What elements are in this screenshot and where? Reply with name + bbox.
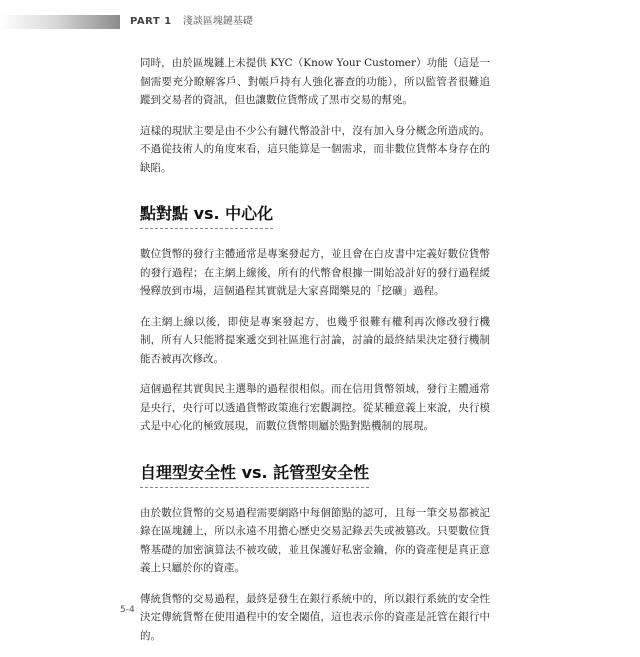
body-paragraph: 傳統貨幣的交易過程，最終是發生在銀行系統中的，所以銀行系統的安全性決定傳統貨幣在使用過程中的安全閾值，這也表示你的資產是託管在銀行中的。 [140,592,490,642]
header-chapter-title: 淺談區塊鏈基礎 [182,16,253,27]
body-paragraph: 數位貨幣的發行主體通常是專案發起方，並且會在白皮書中定義好數位貨幣的發行過程；在主網上線後，所有的代幣會根據一開始設計好的發行過程緩慢釋放到市場，這個過程其實就是大家喜聞樂見的「挖礦」過程。 [140,248,490,297]
page-body [140,54,490,657]
page-number: 5-4 [120,605,135,615]
body-paragraph: 同時，由於區塊鏈上未提供 KYC（Know Your Customer）功能（這是一個需要充分瞭解客戶、對帳戶持有人強化審查的功能），所以監管者很難追蹤到交易者的資訊，但也讓數位貨幣成了黑市交易的幫兇。 [140,57,490,106]
body-paragraph: 在主網上線以後，即使是專案發起方，也幾乎很難有權利再次修改發行機制，所有人只能將提案遞交到社區進行討論，討論的最終結果決定發行機制能否被再次修改。 [140,315,490,365]
running-header [130,14,253,30]
header-decoration-bar [0,15,120,29]
body-paragraph: 這個過程其實與民主選舉的過程很相似。而在信用貨幣領域，發行主體通常是央行，央行可以透過貨幣政策進行宏觀調控。從某種意義上來說，央行模式是中心化的極致展現，而數位貨幣則屬於點對點機制的展現。 [140,383,490,432]
body-paragraph: 由於數位貨幣的交易過程需要網路中每個節點的認可，且每一筆交易都被記錄在區塊鏈上，所以永遠不用擔心歷史交易記錄丟失或被篡改。只要數位貨幣基礎的加密演算法不被攻破，並且保護好私密金鑰，你的資產便是真正意義上只屬於你的資產。 [140,506,490,574]
header-part-label: PART 1 [130,16,172,27]
section-heading-p2p-vs-centralized: 點對點 vs. 中心化 [140,203,273,229]
section-heading-security: 自理型安全性 vs. 託管型安全性 [140,462,369,488]
body-paragraph: 這樣的現狀主要是由不少公有鏈代幣設計中，沒有加入身分概念所造成的。不過從技術人的角度來看，這只能算是一個需求，而非數位貨幣本身存在的缺陷。 [140,124,490,174]
